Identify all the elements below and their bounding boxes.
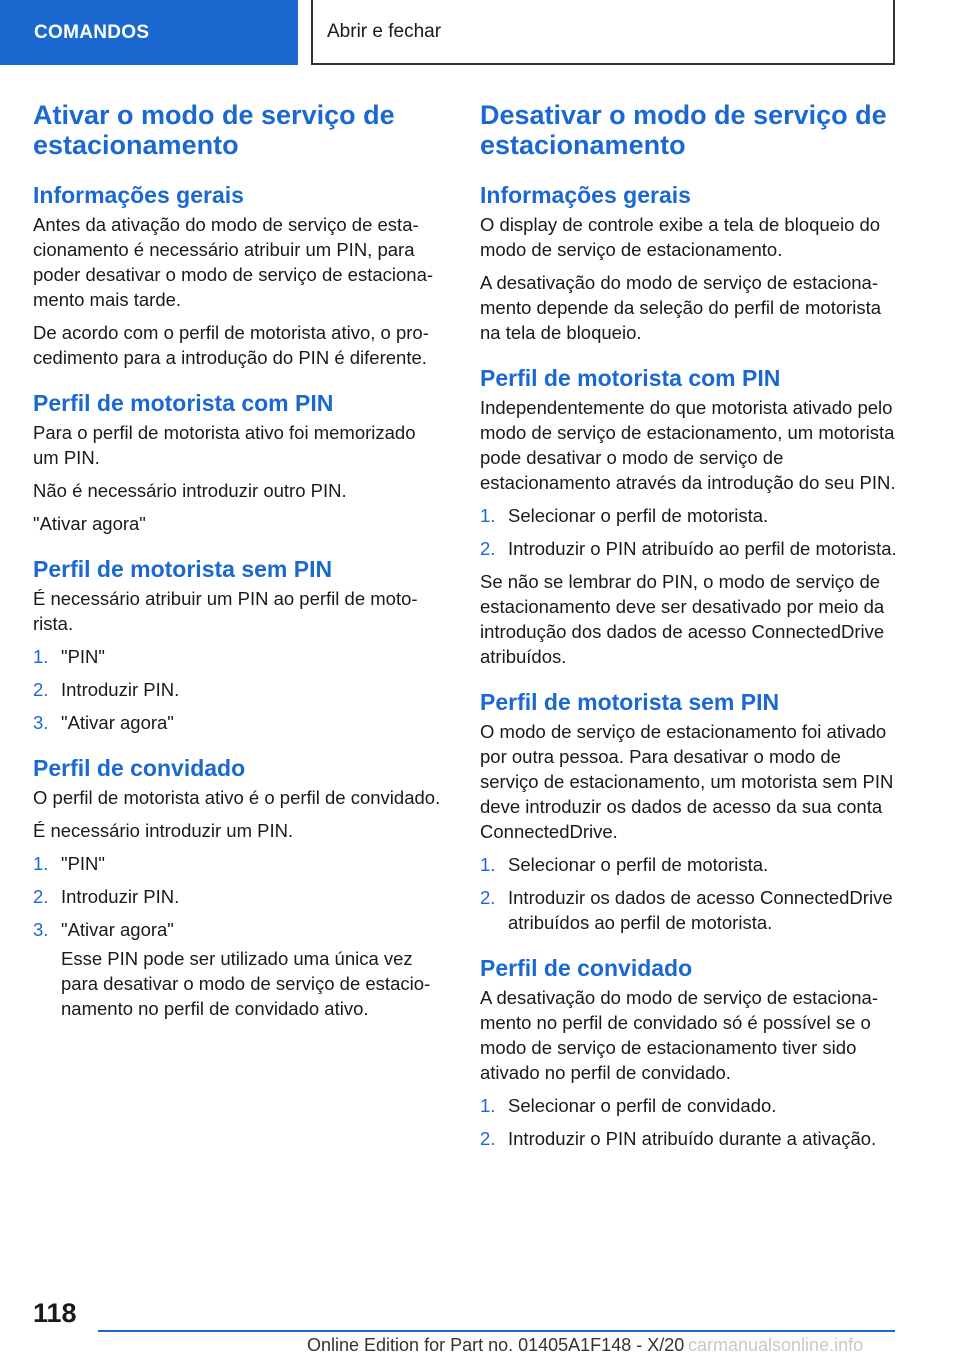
list-item bbox=[480, 503, 900, 528]
left-guest-heading: Perfil de convidado bbox=[33, 755, 246, 781]
step-list bbox=[33, 851, 443, 1021]
step-note: Esse PIN pode ser utilizado uma única vez para desativar o modo de serviço de estacionamento no perfil de convidado ativo. bbox=[61, 948, 431, 1019]
step-list bbox=[480, 852, 900, 935]
list-item bbox=[33, 710, 443, 735]
step-number: 2. bbox=[480, 887, 496, 908]
list-item bbox=[33, 644, 443, 669]
right-with-pin-section bbox=[480, 365, 900, 669]
footer-rule bbox=[98, 1330, 895, 1332]
step-text: "Ativar agora" bbox=[61, 919, 174, 940]
right-guest-heading: Perfil de convidado bbox=[480, 955, 693, 981]
right-general-heading: Informações gerais bbox=[480, 182, 691, 208]
step-number: 1. bbox=[33, 853, 49, 874]
list-item bbox=[480, 852, 900, 877]
left-without-pin-heading: Perfil de motorista sem PIN bbox=[33, 556, 333, 582]
page-number: 118 bbox=[33, 1298, 77, 1328]
paragraph: Para o perfil de motorista ativo foi memorizado um PIN. bbox=[33, 422, 416, 468]
section-tab: COMANDOS bbox=[0, 0, 298, 65]
list-item bbox=[480, 1126, 900, 1151]
right-general-section bbox=[480, 182, 900, 345]
left-with-pin-heading: Perfil de motorista com PIN bbox=[33, 390, 334, 416]
step-number: 3. bbox=[33, 919, 49, 940]
step-number: 2. bbox=[33, 886, 49, 907]
step-number: 2. bbox=[480, 1128, 496, 1149]
step-list bbox=[33, 644, 443, 735]
left-general-section bbox=[33, 182, 443, 370]
left-with-pin-section bbox=[33, 390, 443, 536]
left-title: Ativar o modo de serviço de estacionamento bbox=[33, 100, 395, 160]
paragraph: Se não se lembrar do PIN, o modo de serviço de estacionamento deve ser desativado por meio da introdução dos dados de acesso ConnectedDrive atribuídos. bbox=[480, 571, 885, 667]
step-text: Introduzir PIN. bbox=[61, 886, 180, 907]
step-number: 2. bbox=[33, 679, 49, 700]
step-text: Introduzir o PIN atribuído ao perfil de motorista. bbox=[508, 538, 897, 559]
list-item bbox=[480, 1093, 900, 1118]
step-number: 1. bbox=[480, 505, 496, 526]
paragraph: "Ativar agora" bbox=[33, 513, 146, 534]
right-column bbox=[480, 100, 900, 1171]
step-number: 3. bbox=[33, 712, 49, 733]
right-without-pin-heading: Perfil de motorista sem PIN bbox=[480, 689, 780, 715]
step-number: 1. bbox=[33, 646, 49, 667]
step-number: 1. bbox=[480, 854, 496, 875]
paragraph: De acordo com o perfil de motorista ativo, o procedimento para a introdução do PIN é diferente. bbox=[33, 322, 429, 368]
paragraph: Antes da ativação do modo de serviço de estacionamento é necessário atribuir um PIN, para poder desativar o modo de serviço de estacionamento mais tarde. bbox=[33, 214, 434, 310]
watermark: carmanualsonline.info bbox=[688, 1335, 864, 1355]
left-without-pin-section bbox=[33, 556, 443, 735]
list-item bbox=[33, 677, 443, 702]
step-number: 2. bbox=[480, 538, 496, 559]
left-guest-section bbox=[33, 755, 443, 1021]
step-text: "PIN" bbox=[61, 853, 105, 874]
step-list bbox=[480, 1093, 900, 1151]
paragraph: É necessário atribuir um PIN ao perfil de motorista. bbox=[33, 588, 418, 634]
step-list bbox=[480, 503, 900, 561]
step-text: Introduzir PIN. bbox=[61, 679, 180, 700]
step-text: Introduzir os dados de acesso ConnectedDrive atribuídos ao perfil de motorista. bbox=[508, 887, 893, 933]
left-column bbox=[33, 100, 443, 1041]
list-item bbox=[33, 851, 443, 876]
right-guest-section bbox=[480, 955, 900, 1151]
paragraph: O perfil de motorista ativo é o perfil de convidado. bbox=[33, 787, 441, 808]
right-without-pin-section bbox=[480, 689, 900, 935]
step-number: 1. bbox=[480, 1095, 496, 1116]
chapter-tab: Abrir e fechar bbox=[311, 0, 895, 65]
list-item bbox=[480, 536, 900, 561]
paragraph: O display de controle exibe a tela de bloqueio do modo de serviço de estacionamento. bbox=[480, 214, 881, 260]
list-item bbox=[480, 885, 900, 935]
step-text: Selecionar o perfil de motorista. bbox=[508, 854, 769, 875]
list-item bbox=[33, 917, 443, 1021]
paragraph: Independentemente do que motorista ativado pelo modo de serviço de estacionamento, um motorista pode desativar o modo de serviço de estacionamento através da introdução do seu PIN. bbox=[480, 397, 896, 493]
step-text: Introduzir o PIN atribuído durante a ativação. bbox=[508, 1128, 877, 1149]
step-text: Selecionar o perfil de motorista. bbox=[508, 505, 769, 526]
right-title: Desativar o modo de serviço de estacionamento bbox=[480, 100, 887, 160]
paragraph: A desativação do modo de serviço de estacionamento no perfil de convidado só é possível se o modo de serviço de estacionamento tiver sido ativado no perfil de convidado. bbox=[480, 987, 879, 1083]
paragraph: O modo de serviço de estacionamento foi ativado por outra pessoa. Para desativar o modo de serviço de estacionamento, um motorista sem PIN deve introduzir os dados de acesso da sua conta ConnectedDrive. bbox=[480, 721, 894, 842]
paragraph: Não é necessário introduzir outro PIN. bbox=[33, 480, 347, 501]
footer-edition: Online Edition for Part no. 01405A1F148 - X/20 bbox=[307, 1335, 685, 1355]
step-text: "Ativar agora" bbox=[61, 712, 174, 733]
list-item bbox=[33, 884, 443, 909]
paragraph: É necessário introduzir um PIN. bbox=[33, 820, 294, 841]
step-text: Selecionar o perfil de convidado. bbox=[508, 1095, 777, 1116]
paragraph: A desativação do modo de serviço de estacionamento depende da seleção do perfil de motorista na tela de bloqueio. bbox=[480, 272, 882, 343]
right-with-pin-heading: Perfil de motorista com PIN bbox=[480, 365, 781, 391]
left-general-heading: Informações gerais bbox=[33, 182, 244, 208]
step-text: "PIN" bbox=[61, 646, 105, 667]
